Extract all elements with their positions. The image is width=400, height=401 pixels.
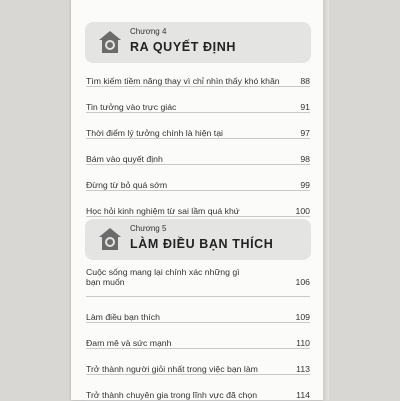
toc-entry-title: Đừng từ bỏ quá sớm	[86, 180, 168, 190]
toc-entry-title: Bám vào quyết định	[86, 154, 163, 164]
toc-entry-page: 98	[300, 154, 310, 164]
toc-entry-page: 91	[300, 102, 310, 112]
toc-entry	[86, 384, 310, 401]
toc-entry-title: Tin tưởng vào trực giác	[86, 102, 177, 112]
chapter-5-header	[85, 219, 311, 260]
toc-entry	[86, 96, 310, 113]
toc-entry-title: Trở thành chuyên gia trong lĩnh vực đã chọn	[86, 390, 258, 400]
chapter-5-entries	[86, 267, 310, 401]
toc-entry-page: 110	[296, 338, 310, 348]
toc-entry-title-line2: bạn muốn	[86, 277, 125, 287]
house-badge-icon	[97, 226, 123, 253]
toc-entry	[86, 267, 310, 297]
toc-entry	[86, 70, 310, 87]
toc-entry-title: Đam mê và sức mạnh	[86, 338, 172, 348]
toc-entry	[86, 148, 310, 165]
toc-entry	[86, 122, 310, 139]
toc-entry-title: Học hỏi kinh nghiệm từ sai lầm quá khứ	[86, 206, 240, 216]
toc-entry	[86, 200, 310, 217]
toc-entry-page: 113	[296, 364, 310, 374]
chapter-4-header	[85, 22, 311, 63]
chapter-4-entries	[86, 70, 310, 243]
chapter-number: Chương 5	[130, 224, 167, 233]
house-badge-icon	[97, 29, 123, 56]
toc-entry-page: 109	[295, 312, 310, 322]
toc-entry	[86, 174, 310, 191]
toc-entry-page: 88	[300, 76, 310, 86]
chapter-number: Chương 4	[130, 27, 167, 36]
toc-entry-page: 106	[295, 277, 310, 287]
toc-entry-title-line1: Cuộc sống mang lại chính xác những gì	[86, 267, 240, 277]
toc-entry-title: Tìm kiếm tiềm năng thay vì chỉ nhìn thấy khó khăn	[86, 76, 280, 86]
toc-entry-title: Thời điểm lý tưởng chính là hiện tại	[86, 128, 223, 138]
toc-entry	[86, 332, 310, 349]
book-page	[71, 0, 323, 400]
toc-entry-title: Trở thành người giỏi nhất trong việc bạn làm	[86, 364, 258, 374]
page-edge	[323, 0, 329, 400]
toc-entry-title: Làm điều bạn thích	[86, 312, 160, 322]
toc-entry	[86, 358, 310, 375]
chapter-title: RA QUYẾT ĐỊNH	[130, 40, 236, 54]
toc-entry-page: 114	[296, 390, 310, 400]
toc-entry-line2	[86, 277, 310, 287]
toc-entry-page: 99	[300, 180, 310, 190]
chapter-title: LÀM ĐIỀU BẠN THÍCH	[130, 237, 274, 251]
toc-entry	[86, 306, 310, 323]
toc-entry-page: 97	[300, 128, 310, 138]
toc-entry-page: 100	[295, 206, 310, 216]
